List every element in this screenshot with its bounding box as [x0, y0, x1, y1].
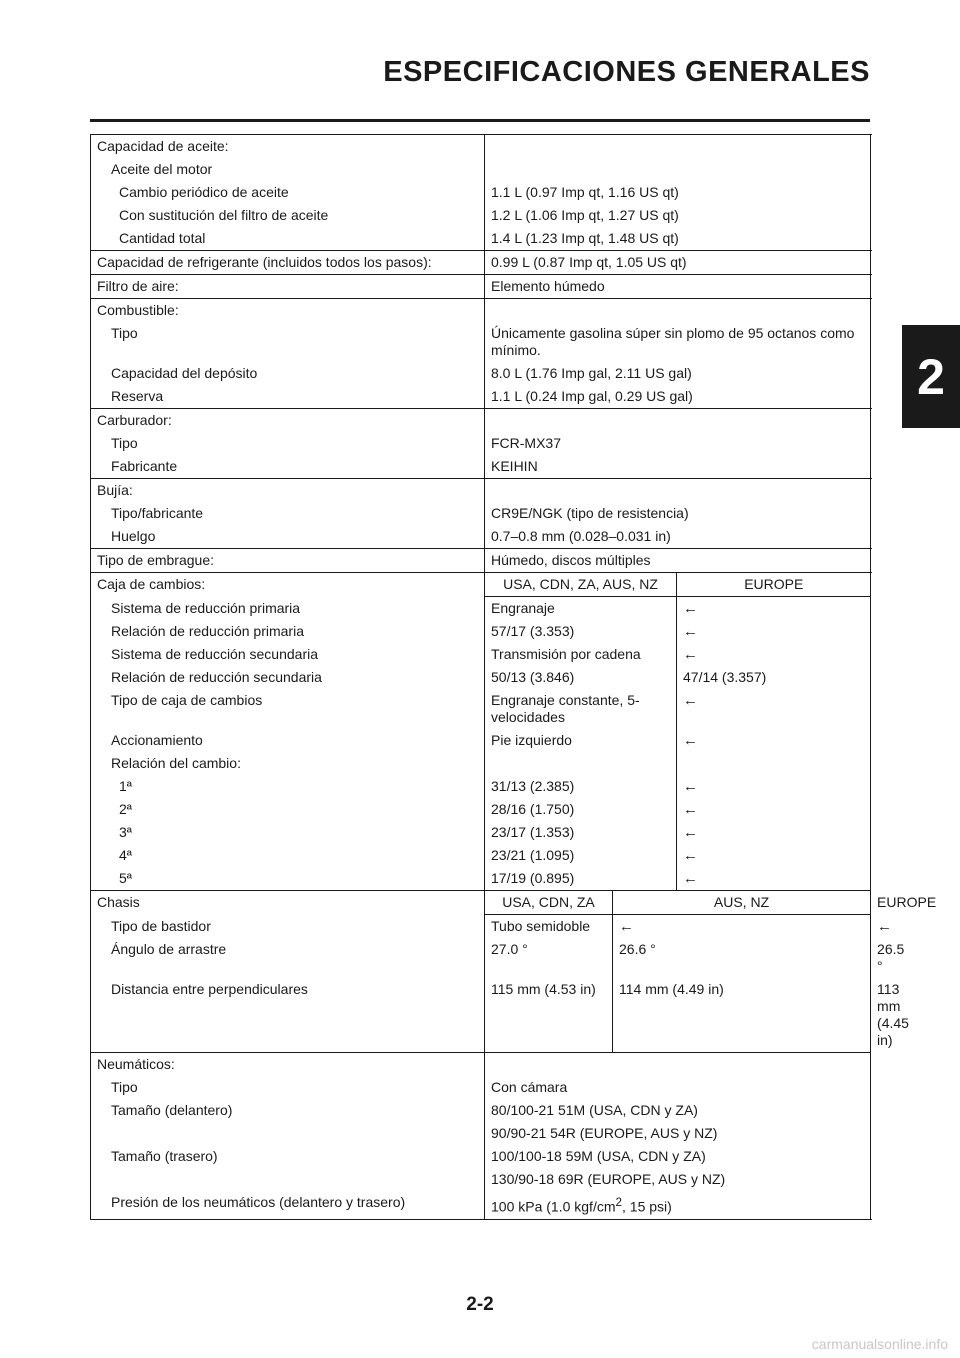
row-value: ← — [677, 775, 871, 798]
row-label: Tipo — [91, 432, 485, 455]
row-label: Ángulo de arrastre — [91, 938, 485, 978]
row-value: ← — [677, 597, 871, 621]
row-label: Relación de reducción secundaria — [91, 666, 485, 689]
row-value: Tubo semidoble — [491, 918, 591, 934]
column-header: EUROPE — [677, 573, 871, 597]
row-label: Carburador: — [91, 409, 485, 433]
row-label: Con sustitución del filtro de aceite — [91, 204, 485, 227]
row-value: ← — [677, 844, 871, 867]
pressure-value: 100 kPa (1.0 kgf/cm — [491, 1198, 616, 1215]
row-value: 130/90-18 69R (EUROPE, AUS y NZ) — [491, 1171, 726, 1187]
group-oil — [91, 135, 871, 251]
row-value: Engranaje constante, 5-velocidades — [491, 692, 640, 725]
column-header: USA, CDN, ZA, AUS, NZ — [485, 573, 677, 597]
row-label: 3ª — [91, 821, 485, 844]
row-label — [91, 1168, 485, 1191]
row-value: 23/21 (1.095) — [491, 847, 575, 863]
row-value: 8.0 L (1.76 Imp gal, 2.11 US gal) — [491, 365, 692, 381]
group-clutch — [91, 549, 871, 573]
row-value: 28/16 (1.750) — [491, 801, 575, 817]
row-label: Tipo/fabricante — [91, 502, 485, 525]
row-label: Tipo — [91, 322, 485, 362]
row-label: 2ª — [91, 798, 485, 821]
row-label: Cambio periódico de aceite — [91, 181, 485, 204]
row-value: Pie izquierdo — [491, 732, 572, 748]
row-value: ← — [677, 689, 871, 729]
group-coolant — [91, 251, 871, 275]
row-value: ← — [677, 729, 871, 752]
row-label: Sistema de reducción secundaria — [91, 643, 485, 666]
row-label: Tamaño (delantero) — [91, 1099, 485, 1122]
row-label: Chasis — [91, 891, 485, 915]
row-label: Tipo de bastidor — [91, 915, 485, 939]
row-label: Filtro de aire: — [91, 275, 485, 299]
row-value: 26.6 ° — [613, 938, 871, 978]
title-rule — [90, 119, 870, 122]
row-label: Caja de cambios: — [91, 573, 485, 597]
row-value: 47/14 (3.357) — [677, 666, 871, 689]
row-label: Huelgo — [91, 525, 485, 549]
row-value: ← — [677, 821, 871, 844]
row-label: Tipo de embrague: — [91, 549, 485, 573]
watermark: carmanualsonline.info — [811, 1336, 948, 1352]
row-value: ← — [677, 867, 871, 891]
row-label: Tipo de caja de cambios — [91, 689, 485, 729]
row-value: ← — [677, 798, 871, 821]
column-header: AUS, NZ — [613, 891, 871, 915]
row-value: 0.99 L (0.87 Imp qt, 1.05 US qt) — [491, 254, 687, 270]
row-value: 80/100-21 51M (USA, CDN y ZA) — [491, 1102, 698, 1118]
pressure-value-suffix: , 15 psi) — [622, 1198, 672, 1215]
row-label: Distancia entre perpendiculares — [91, 978, 485, 1053]
row-label: Cantidad total — [91, 227, 485, 251]
page-number: 2-2 — [466, 1294, 494, 1315]
row-label: Bujía: — [91, 479, 485, 503]
row-value — [485, 1191, 871, 1219]
row-value: 0.7–0.8 mm (0.028–0.031 in) — [491, 528, 671, 544]
pressure-superscript: 2 — [615, 1196, 622, 1209]
row-value: ← — [613, 915, 871, 939]
row-label: Neumáticos: — [91, 1053, 485, 1077]
row-label: Tipo — [91, 1076, 485, 1099]
row-label: Relación del cambio: — [91, 752, 485, 775]
row-value: KEIHIN — [491, 458, 538, 474]
section-tab: 2 — [902, 325, 960, 428]
row-label: Presión de los neumáticos (delantero y trasero) — [91, 1191, 485, 1219]
row-value: 31/13 (2.385) — [491, 778, 575, 794]
row-label: Combustible: — [91, 299, 485, 323]
row-label: Relación de reducción primaria — [91, 620, 485, 643]
page-title: ESPECIFICACIONES GENERALES — [383, 56, 870, 88]
row-value: 1.2 L (1.06 Imp qt, 1.27 US qt) — [491, 207, 679, 223]
column-header: USA, CDN, ZA — [485, 891, 613, 915]
row-label: Accionamiento — [91, 729, 485, 752]
row-value: 1.4 L (1.23 Imp qt, 1.48 US qt) — [491, 230, 679, 246]
row-label: Sistema de reducción primaria — [91, 597, 485, 621]
row-value: CR9E/NGK (tipo de resistencia) — [491, 505, 689, 521]
row-value: 100/100-18 59M (USA, CDN y ZA) — [491, 1148, 706, 1164]
row-label: 4ª — [91, 844, 485, 867]
group-carburetor — [91, 409, 871, 479]
row-value: 23/17 (1.353) — [491, 824, 575, 840]
row-value: 50/13 (3.846) — [491, 669, 575, 685]
row-value: Con cámara — [491, 1079, 568, 1095]
row-label: 5ª — [91, 867, 485, 891]
row-value: Transmisión por cadena — [491, 646, 641, 662]
row-value: 1.1 L (0.24 Imp gal, 0.29 US gal) — [491, 388, 693, 404]
row-label: Fabricante — [91, 455, 485, 479]
row-label: Capacidad del depósito — [91, 362, 485, 385]
spec-table — [90, 134, 937, 1220]
row-value: 114 mm (4.49 in) — [613, 978, 871, 1053]
row-value: 90/90-21 54R (EUROPE, AUS y NZ) — [491, 1125, 718, 1141]
row-value: ← — [677, 643, 871, 666]
group-air-filter — [91, 275, 871, 299]
row-value: Húmedo, discos múltiples — [491, 552, 651, 568]
row-value: Engranaje — [491, 600, 555, 616]
row-value: 1.1 L (0.97 Imp qt, 1.16 US qt) — [491, 184, 679, 200]
row-label — [91, 1122, 485, 1145]
group-tires — [91, 1053, 871, 1220]
group-fuel — [91, 299, 871, 409]
row-value: 17/19 (0.895) — [491, 870, 575, 886]
row-label: Reserva — [91, 385, 485, 409]
row-label: 1ª — [91, 775, 485, 798]
row-value: FCR-MX37 — [491, 435, 562, 451]
row-value: ← — [677, 620, 871, 643]
row-label: Tamaño (trasero) — [91, 1145, 485, 1168]
group-spark-plug — [91, 479, 871, 549]
row-label: Aceite del motor — [91, 158, 485, 181]
group-gearbox — [91, 573, 871, 891]
row-label: Capacidad de aceite: — [91, 135, 485, 159]
group-chassis: Chasis USA, CDN, ZA AUS, NZ EUROPE Tipo de bastidor Tubo semidoble ← ← Ángulo de arrastre 27.0 ° 26.6 ° 26.5 ° Distancia entre perpendiculares 115 mm (4.53 in) 114 mm (4.49 in) 113 mm (4.45 in) — [91, 891, 871, 1053]
row-value: Únicamente gasolina súper sin plomo de 95 octanos como mínimo. — [491, 325, 855, 358]
row-value: 115 mm (4.53 in) — [491, 981, 596, 997]
row-value: 57/17 (3.353) — [491, 623, 575, 639]
row-value: Elemento húmedo — [491, 278, 605, 294]
row-value: 27.0 ° — [491, 941, 528, 957]
row-label: Capacidad de refrigerante (incluidos todos los pasos): — [91, 251, 485, 275]
